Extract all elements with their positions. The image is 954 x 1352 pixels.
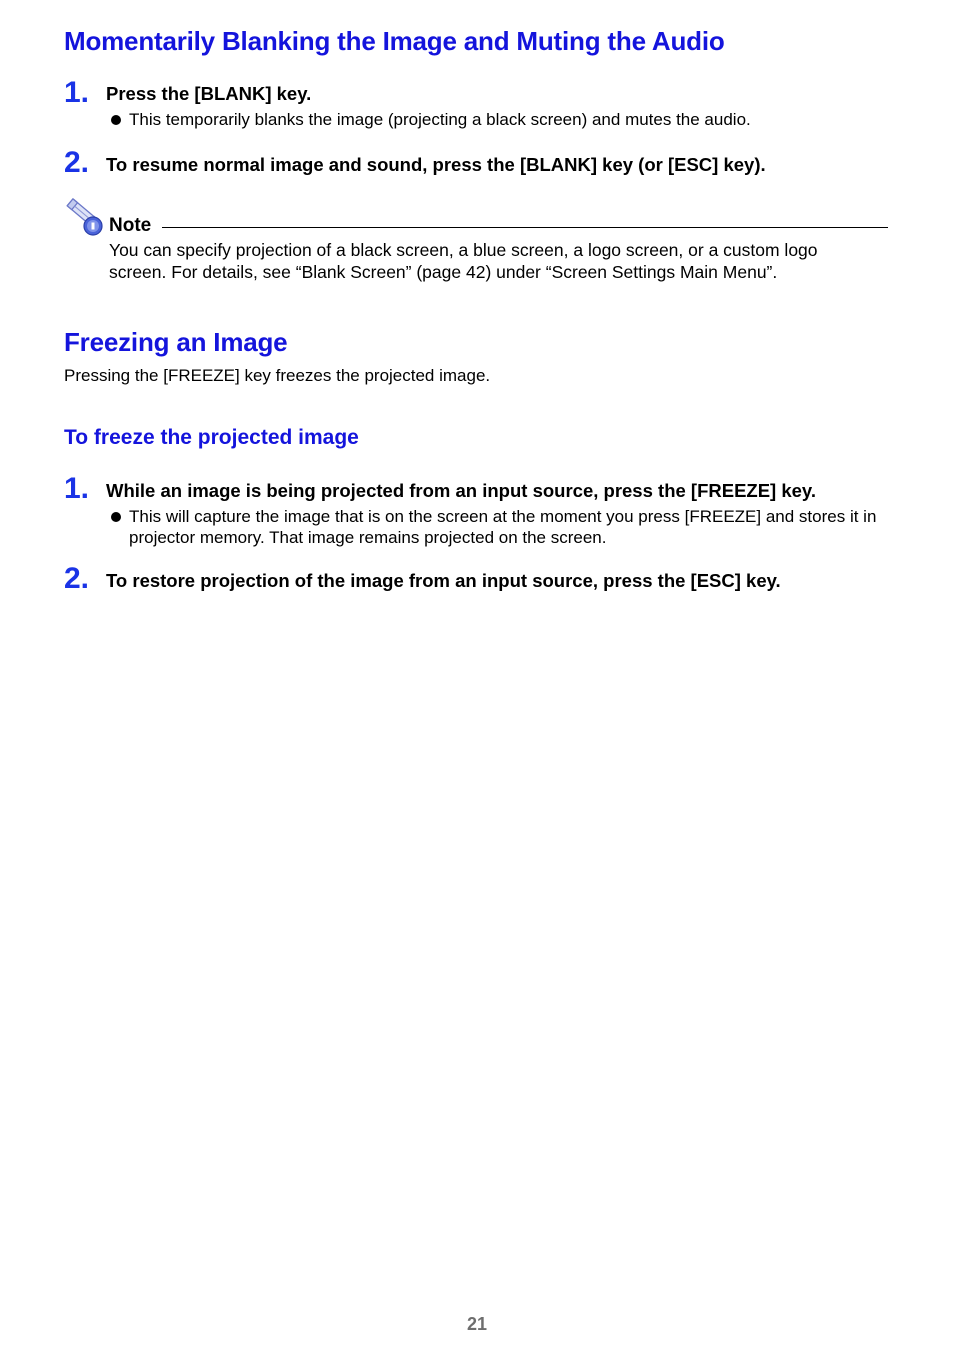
step-text: While an image is being projected from an input source, press the [FREEZE] key. — [106, 480, 816, 501]
step-text: To restore projection of the image from an input source, press the [ESC] key. — [106, 570, 781, 591]
note-divider — [162, 227, 888, 228]
step-bullet-text: This temporarily blanks the image (projecting a black screen) and mutes the audio. — [129, 110, 751, 129]
section-title-freezing: Freezing an Image — [64, 327, 288, 357]
step-number: 2. — [64, 562, 90, 595]
step-number: 1. — [64, 472, 90, 505]
step-text: To resume normal image and sound, press the [BLANK] key (or [ESC] key). — [106, 154, 766, 175]
step-bullet-text: This will capture the image that is on the screen at the moment you press [FREEZE] and stores it in projector memory. That image remains projected on the screen. — [129, 507, 877, 547]
section-intro: Pressing the [FREEZE] key freezes the projected image. — [64, 366, 491, 385]
note-pencil-icon — [64, 198, 106, 238]
step-text: Press the [BLANK] key. — [106, 83, 312, 104]
page-number: 21 — [466, 1314, 488, 1334]
bullet-dot — [111, 115, 121, 125]
section-title-blanking: Momentarily Blanking the Image and Muting the Audio — [64, 26, 725, 56]
bullet-dot — [111, 512, 121, 522]
note-label: Note — [109, 215, 152, 236]
subsection-title: To freeze the projected image — [64, 426, 359, 449]
note-text: You can specify projection of a black screen, a blue screen, a logo screen, or a custom logo screen. For details, see “Blank Screen” (page 42) under “Screen Settings Main Menu”. — [109, 240, 818, 282]
step-number: 1. — [64, 76, 90, 109]
step-number: 2. — [64, 146, 90, 179]
